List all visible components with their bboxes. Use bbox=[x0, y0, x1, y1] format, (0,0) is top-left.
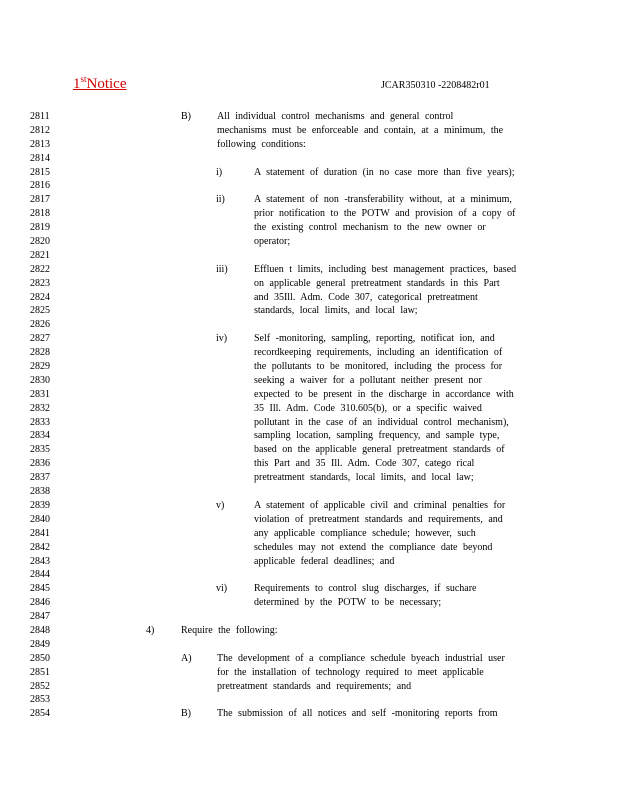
line-number: 2841 bbox=[30, 527, 50, 539]
line-2825 bbox=[0, 304, 618, 318]
line-number: 2846 bbox=[30, 597, 50, 609]
line-text: expected to be present in the discharge in accordance with bbox=[254, 388, 514, 400]
page-header bbox=[0, 74, 618, 96]
line-2838 bbox=[0, 485, 618, 499]
line-text: recordkeeping requirements, including an identification of bbox=[254, 347, 503, 359]
line-number: 2827 bbox=[30, 333, 50, 345]
line-text: standards, local limits, and local law; bbox=[254, 305, 418, 317]
line-2827 bbox=[0, 332, 618, 346]
line-number: 2819 bbox=[30, 222, 50, 234]
line-2847 bbox=[0, 610, 618, 624]
line-text: 35 Ill. Adm. Code 310.605(b), or a specific waived bbox=[254, 402, 482, 414]
line-text: based on the applicable general pretreatment standards of bbox=[254, 444, 505, 456]
line-number: 2843 bbox=[30, 555, 50, 567]
line-number: 2818 bbox=[30, 208, 50, 220]
line-2832 bbox=[0, 402, 618, 416]
list-label: B) bbox=[181, 708, 191, 720]
line-number: 2814 bbox=[30, 152, 50, 164]
line-2823 bbox=[0, 277, 618, 291]
line-number: 2842 bbox=[30, 541, 50, 553]
line-number: 2830 bbox=[30, 374, 50, 386]
line-text: on applicable general pretreatment standards in this Part bbox=[254, 277, 500, 289]
line-text: Effluen t limits, including best management practices, based bbox=[254, 263, 517, 275]
line-text: pretreatment standards and requirements; and bbox=[217, 680, 412, 692]
line-number: 2849 bbox=[30, 638, 50, 650]
line-text: A statement of duration (in no case more than five years); bbox=[254, 166, 515, 178]
line-number: 2845 bbox=[30, 583, 50, 595]
line-text: this Part and 35 Ill. Adm. Code 307, catego rical bbox=[254, 458, 475, 470]
line-2851 bbox=[0, 666, 618, 680]
line-2811 bbox=[0, 110, 618, 124]
line-2834 bbox=[0, 429, 618, 443]
line-number: 2847 bbox=[30, 611, 50, 623]
line-2848 bbox=[0, 624, 618, 638]
line-2839 bbox=[0, 499, 618, 513]
line-2852 bbox=[0, 680, 618, 694]
line-number: 2821 bbox=[30, 249, 50, 261]
line-2854 bbox=[0, 707, 618, 721]
line-2840 bbox=[0, 513, 618, 527]
line-2849 bbox=[0, 638, 618, 652]
list-label: vi) bbox=[216, 583, 228, 595]
line-text: applicable federal deadlines; and bbox=[254, 555, 395, 567]
line-2835 bbox=[0, 443, 618, 457]
line-number: 2832 bbox=[30, 402, 50, 414]
line-2843 bbox=[0, 555, 618, 569]
line-2815 bbox=[0, 166, 618, 180]
line-number: 2825 bbox=[30, 305, 50, 317]
line-text: sampling location, sampling frequency, and sample type, bbox=[254, 430, 500, 442]
line-2813 bbox=[0, 138, 618, 152]
line-2826 bbox=[0, 318, 618, 332]
line-number: 2854 bbox=[30, 708, 50, 720]
line-text: pretreatment standards, local limits, and local law; bbox=[254, 472, 474, 484]
line-text: Self -monitoring, sampling, reporting, notificat ion, and bbox=[254, 333, 495, 345]
line-number: 2851 bbox=[30, 666, 50, 678]
line-text: seeking a waiver for a pollutant neither present nor bbox=[254, 374, 482, 386]
line-number: 2812 bbox=[30, 124, 50, 136]
list-label: A) bbox=[181, 652, 192, 664]
line-2845 bbox=[0, 582, 618, 596]
line-text: following conditions: bbox=[217, 138, 306, 150]
line-text: for the installation of technology required to meet applicable bbox=[217, 666, 484, 678]
line-2822 bbox=[0, 263, 618, 277]
line-2814 bbox=[0, 152, 618, 166]
line-text: The submission of all notices and self -monitoring reports from bbox=[217, 708, 498, 720]
line-number: 2834 bbox=[30, 430, 50, 442]
line-number: 2833 bbox=[30, 416, 50, 428]
line-text: Requirements to control slug discharges, if suchare bbox=[254, 583, 477, 595]
line-text: pollutant in the case of an individual control mechanism), bbox=[254, 416, 509, 428]
line-number: 2853 bbox=[30, 694, 50, 706]
line-text: prior notification to the POTW and provision of a copy of bbox=[254, 208, 516, 220]
line-2816 bbox=[0, 179, 618, 193]
line-2853 bbox=[0, 693, 618, 707]
line-number: 2831 bbox=[30, 388, 50, 400]
line-text: the existing control mechanism to the new owner or bbox=[254, 222, 486, 234]
line-text: and 35Ill. Adm. Code 307, categorical pretreatment bbox=[254, 291, 478, 303]
line-number: 2811 bbox=[30, 111, 50, 122]
line-number: 2840 bbox=[30, 513, 50, 525]
line-text: schedules may not extend the compliance date beyond bbox=[254, 541, 493, 553]
line-number: 2815 bbox=[30, 166, 50, 178]
document-id: JCAR350310 -2208482r01 bbox=[381, 80, 490, 91]
line-number: 2835 bbox=[30, 444, 50, 456]
line-number: 2828 bbox=[30, 347, 50, 359]
line-2850 bbox=[0, 652, 618, 666]
line-2821 bbox=[0, 249, 618, 263]
line-number: 2839 bbox=[30, 499, 50, 511]
line-text: A statement of applicable civil and criminal penalties for bbox=[254, 499, 506, 511]
line-number: 2838 bbox=[30, 486, 50, 498]
line-number: 2820 bbox=[30, 236, 50, 248]
list-label: v) bbox=[216, 499, 225, 511]
line-2812 bbox=[0, 124, 618, 138]
line-text: All individual control mechanisms and general control bbox=[217, 111, 454, 122]
line-2836 bbox=[0, 457, 618, 471]
line-2831 bbox=[0, 388, 618, 402]
line-number: 2823 bbox=[30, 277, 50, 289]
line-2817 bbox=[0, 193, 618, 207]
list-label: ii) bbox=[216, 194, 225, 206]
line-text: determined by the POTW to be necessary; bbox=[254, 597, 442, 609]
notice-label: 1stNotice bbox=[73, 74, 127, 92]
line-number: 2822 bbox=[30, 263, 50, 275]
line-text: A statement of non -transferability without, at a minimum, bbox=[254, 194, 512, 206]
line-2842 bbox=[0, 541, 618, 555]
document-body bbox=[0, 110, 618, 721]
list-label: 4) bbox=[146, 624, 155, 636]
line-2824 bbox=[0, 291, 618, 305]
line-number: 2837 bbox=[30, 472, 50, 484]
line-number: 2824 bbox=[30, 291, 50, 303]
line-number: 2813 bbox=[30, 138, 50, 150]
line-number: 2817 bbox=[30, 194, 50, 206]
line-text: operator; bbox=[254, 236, 291, 248]
line-2846 bbox=[0, 596, 618, 610]
line-text: the pollutants to be monitored, including the process for bbox=[254, 361, 503, 373]
line-text: Require the following: bbox=[181, 624, 278, 636]
line-text: The development of a compliance schedule byeach industrial user bbox=[217, 652, 505, 664]
list-label: iii) bbox=[216, 263, 228, 275]
line-number: 2829 bbox=[30, 361, 50, 373]
line-number: 2816 bbox=[30, 180, 50, 192]
line-text: mechanisms must be enforceable and contain, at a minimum, the bbox=[217, 124, 504, 136]
list-label: iv) bbox=[216, 333, 228, 345]
line-2818 bbox=[0, 207, 618, 221]
line-number: 2850 bbox=[30, 652, 50, 664]
line-number: 2848 bbox=[30, 624, 50, 636]
line-number: 2852 bbox=[30, 680, 50, 692]
line-2819 bbox=[0, 221, 618, 235]
line-2830 bbox=[0, 374, 618, 388]
line-text: violation of pretreatment standards and requirements, and bbox=[254, 513, 503, 525]
line-2837 bbox=[0, 471, 618, 485]
line-2841 bbox=[0, 527, 618, 541]
line-2833 bbox=[0, 416, 618, 430]
line-text: any applicable compliance schedule; however, such bbox=[254, 527, 476, 539]
line-2829 bbox=[0, 360, 618, 374]
list-label: B) bbox=[181, 111, 191, 122]
line-2828 bbox=[0, 346, 618, 360]
line-number: 2844 bbox=[30, 569, 50, 581]
line-2820 bbox=[0, 235, 618, 249]
line-number: 2836 bbox=[30, 458, 50, 470]
line-number: 2826 bbox=[30, 319, 50, 331]
list-label: i) bbox=[216, 166, 223, 178]
line-2844 bbox=[0, 568, 618, 582]
